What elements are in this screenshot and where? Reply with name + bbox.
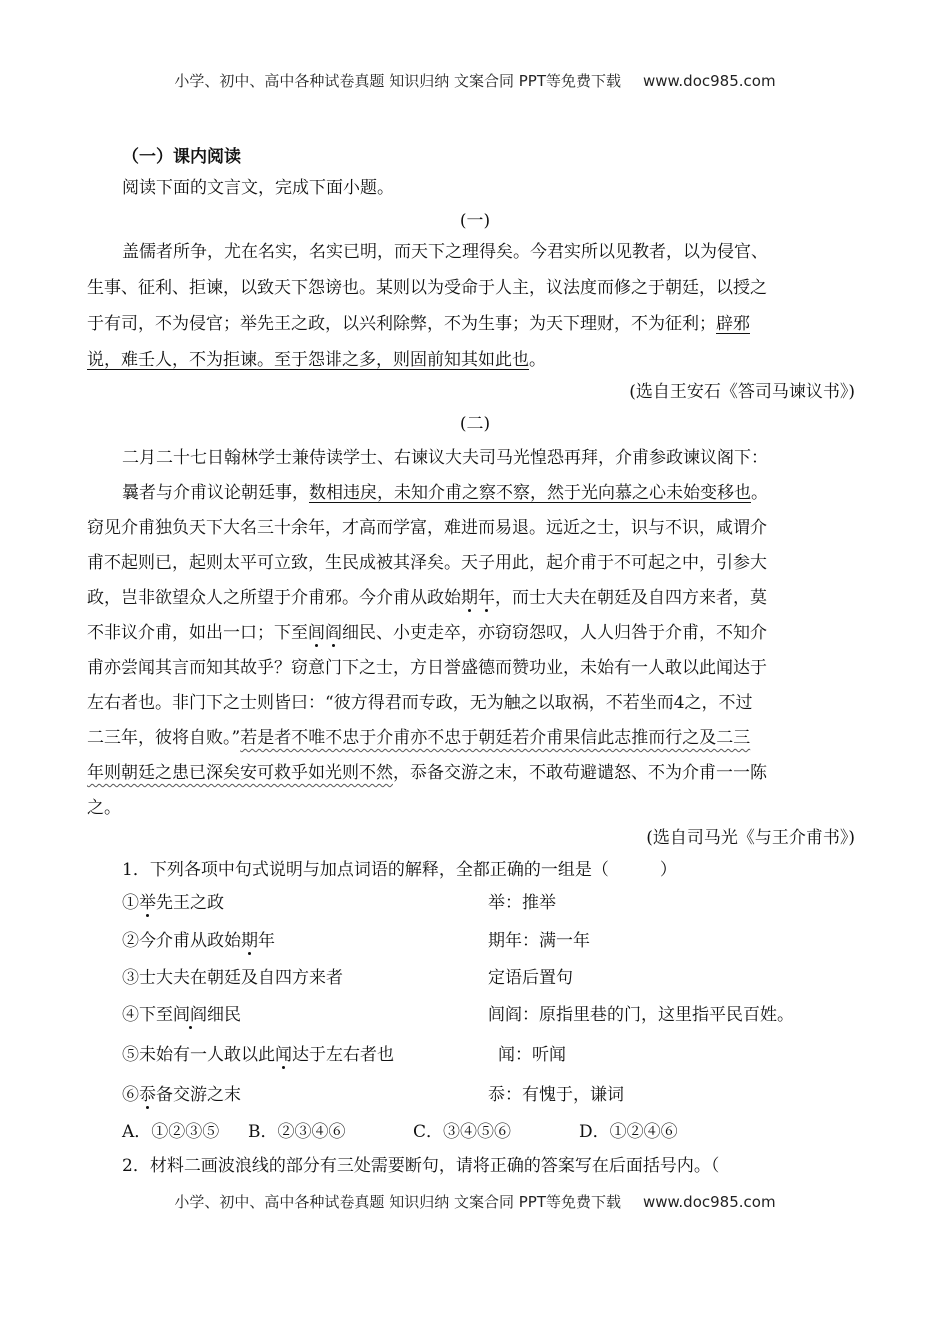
passage2-line: 年则朝廷之患已深矣安可救乎如光则不然，忝备交游之末，不敢苟避谴怒、不为介甫一一陈	[87, 763, 767, 783]
passage2-line: 窃见介甫独负天下大名三十余年，才高而学富，难进而易退。远近之士，识与不识，咸谓介	[87, 518, 767, 538]
wavy-underlined-text: 若是者不唯不忠于介甫亦不忠于朝廷若介甫果信此志推而行之及二三	[240, 728, 751, 748]
option-item: ④下至闾阎细民	[122, 1005, 241, 1025]
passage1-source: (选自王安石《答司马谏议书》)	[629, 382, 855, 402]
dotted-char: 期	[241, 931, 258, 951]
dotted-char: 闾	[308, 623, 325, 643]
option-note: 举：推举	[488, 893, 556, 913]
choice-d[interactable]: D．①②④⑥	[579, 1122, 678, 1142]
passage2-line: 曩者与介甫议论朝廷事，数相违戾，未知介甫之察不察，然于光向慕之心未始变移也。	[122, 483, 768, 503]
header-text: 小学、初中、高中各种试卷真题 知识归纳 文案合同 PPT等免费下载	[174, 72, 621, 90]
footer-site-link[interactable]: www.doc985.com	[642, 1193, 776, 1211]
passage2-label: (二)	[459, 414, 491, 434]
section-title: （一）课内阅读	[122, 147, 241, 167]
passage1-line: 生事、征利、拒谏，以致天下怨谤也。某则以为受命于人主，议法度而修之于朝廷，以授之	[87, 278, 767, 298]
dotted-char: 期	[461, 588, 478, 608]
option-note: 期年：满一年	[488, 931, 590, 951]
dotted-char: 阎	[325, 623, 342, 643]
dotted-char: 闻	[275, 1045, 292, 1065]
option-note: 闻：听闻	[498, 1045, 566, 1065]
passage2-line: 甫亦尝闻其言而知其故乎？窃意门下之士，方日誉盛德而赞功业，未始有一人敢以此闻达于	[87, 658, 767, 678]
option-item: ⑤未始有一人敢以此闻达于左右者也	[122, 1045, 394, 1065]
passage2-line: 之。	[87, 798, 121, 818]
option-note: 闾阎：原指里巷的门，这里指平民百姓。	[488, 1005, 794, 1025]
dotted-char: 闾阎	[173, 1005, 207, 1025]
underlined-text: 辟邪	[716, 314, 750, 334]
option-note: 定语后置句	[488, 968, 573, 988]
passage2-line: 二月二十七日翰林学士兼侍读学士、右谏议大夫司马光惶恐再拜，介甫参政谏议阁下：	[122, 448, 768, 468]
passage2-line: 左右者也。非门下之士则皆曰：“彼方得君而专政，无为触之以取祸，不若坐而4之，不过	[87, 693, 753, 713]
dotted-char: 忝	[139, 1085, 156, 1105]
option-note: 忝：有愧于，谦词	[488, 1085, 624, 1105]
question1-stem: 1．下列各项中句式说明与加点词语的解释，全都正确的一组是（ ）	[122, 860, 677, 880]
passage2-source: (选自司马光《与王介甫书》)	[646, 828, 855, 848]
instruction: 阅读下面的文言文，完成下面小题。	[122, 178, 394, 198]
header-site-link[interactable]: www.doc985.com	[642, 72, 776, 90]
underlined-text: 数相违戾，未知介甫之察不察，然于光向慕之心未始变移也	[309, 483, 751, 503]
passage2-line: 二三年，彼将自败。”若是者不唯不忠于介甫亦不忠于朝廷若介甫果信此志推而行之及二三	[87, 728, 751, 748]
answer-choices	[122, 1120, 902, 1144]
passage1-line: 说，难壬人，不为拒谏。至于怨诽之多，则固前知其如此也。	[87, 350, 546, 370]
choice-c[interactable]: C．③④⑤⑥	[413, 1122, 512, 1142]
page-header	[0, 70, 950, 91]
passage1-line: 于有司，不为侵官；举先王之政，以兴利除弊，不为生事；为天下理财，不为征利；辟邪	[87, 314, 750, 334]
choice-b[interactable]: B．②③④⑥	[248, 1122, 346, 1142]
option-item: ⑥忝备交游之末	[122, 1085, 241, 1105]
dotted-char: 年	[478, 588, 495, 608]
passage2-line: 甫不起则已，起则太平可立致，生民成被其泽矣。天子用此，起介甫于不可起之中，引参大	[87, 553, 767, 573]
option-item: ③士大夫在朝廷及自四方来者	[122, 968, 343, 988]
option-item: ①举先王之政	[122, 893, 224, 913]
page-footer	[0, 1191, 950, 1212]
passage1-line: 盖儒者所争，尤在名实，名实已明，而天下之理得矣。今君实所以见教者，以为侵官、	[122, 242, 768, 262]
dotted-char: 举	[139, 893, 156, 913]
choice-a[interactable]: A．①②③⑤	[122, 1122, 220, 1142]
underlined-text: 说，难壬人，不为拒谏。至于怨诽之多，则固前知其如此也	[87, 350, 529, 370]
passage2-line: 政，岂非欲望众人之所望于介甫邪。今介甫从政始期年，而士大夫在朝廷及自四方来者，莫	[87, 588, 767, 608]
question2-stem: 2．材料二画波浪线的部分有三处需要断句，请将正确的答案写在后面括号内。（	[122, 1156, 720, 1176]
passage2-line: 不非议介甫，如出一口；下至闾阎细民、小吏走卒，亦窃窃怨叹，人人归咎于介甫，不知介	[87, 623, 767, 643]
footer-text: 小学、初中、高中各种试卷真题 知识归纳 文案合同 PPT等免费下载	[174, 1193, 621, 1211]
passage1-label: (一)	[459, 211, 491, 231]
wavy-underlined-text: 年则朝廷之患已深矣安可救乎如光则不然	[87, 763, 393, 783]
option-item: ②今介甫从政始期年	[122, 931, 275, 951]
